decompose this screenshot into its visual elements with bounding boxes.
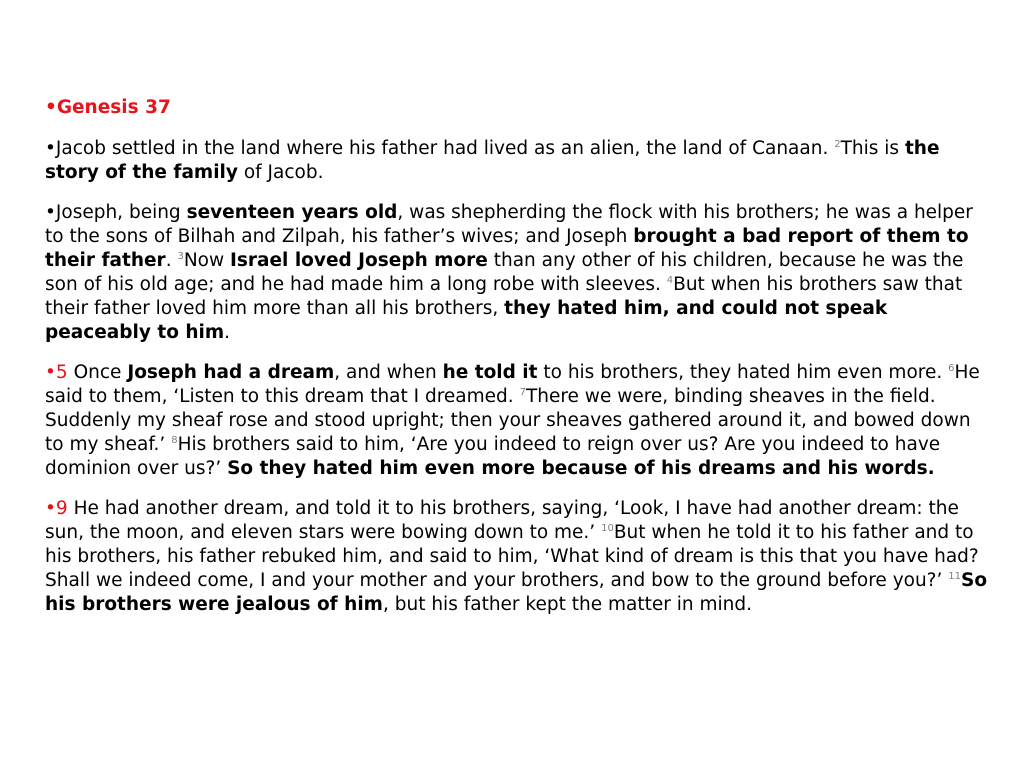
paragraph-bullet: •: [45, 138, 56, 159]
text-segment: .: [224, 322, 231, 343]
verse-superscript: 7: [519, 387, 526, 398]
scripture-paragraph: [45, 361, 995, 481]
text-segment: .: [165, 250, 178, 271]
text-segment: There we were, binding sheaves in the field. Suddenly my sheaf rose and stood upright; then your sheaves gathered around it, and bowed down to my sheaf.’: [45, 386, 971, 455]
heading-bullet: •: [45, 97, 57, 118]
text-segment: Joseph, being: [55, 202, 187, 223]
bold-text: seventeen years old: [186, 202, 398, 223]
bold-text: brought a bad report of them to their father: [45, 226, 969, 271]
scripture-paragraph: [45, 201, 995, 345]
bold-text: So they hated him even more because of his dreams and his words.: [227, 458, 935, 479]
bold-text: Joseph had a dream: [127, 362, 335, 383]
paragraph-bullet: •: [45, 202, 56, 223]
text-segment: of Jacob.: [237, 162, 324, 183]
verse-superscript: 8: [171, 435, 178, 446]
scripture-paragraphs: [45, 137, 995, 617]
text-segment: , was shepherding the flock with his brothers; he was a helper to the sons of Bilhah and Zilpah, his father’s wives; and Joseph: [45, 202, 973, 247]
bold-text: Israel loved Joseph more: [230, 250, 488, 271]
scripture-paragraph: [45, 137, 995, 185]
paragraph-bullet: •: [45, 498, 56, 519]
verse-superscript: 10: [601, 523, 614, 534]
verse-superscript: 4: [666, 275, 674, 286]
bold-text: he told it: [442, 362, 538, 383]
text-segment: His brothers said to him, ‘Are you indeed to reign over us? Are you indeed to have dominion over us?’: [45, 434, 941, 479]
text-segment: , but his father kept the matter in mind.: [382, 594, 752, 615]
verse-number: 9: [55, 498, 68, 519]
text-segment: to his brothers, they hated him even more.: [537, 362, 949, 383]
scripture-paragraph: [45, 497, 995, 617]
bold-text: the story of the family: [45, 138, 940, 183]
text-segment: But when he told it to his father and to his brothers, his father rebuked him, and said to him, ‘What kind of dream is this that you have had? Shall we indeed come, I and your mother and your brothers, and bow to the ground before you?’: [45, 522, 979, 591]
text-segment: , and when: [334, 362, 443, 383]
slide-content: [45, 96, 995, 633]
text-segment: than any other of his children, because he was the son of his old age; and he had made him a long robe with sleeves.: [45, 250, 964, 295]
text-segment: Jacob settled in the land where his father had lived as an alien, the land of Canaan.: [55, 138, 835, 159]
slide-heading: [45, 96, 995, 120]
verse-superscript: 11: [948, 571, 962, 582]
verse-superscript: 3: [177, 251, 184, 262]
text-segment: But when his brothers saw that their father loved him more than all his brothers,: [45, 274, 963, 319]
bold-text: they hated him, and could not speak peaceably to him: [45, 298, 888, 343]
text-segment: He said to them, ‘Listen to this dream that I dreamed.: [45, 362, 980, 407]
verse-superscript: 2: [834, 139, 841, 150]
text-segment: Now: [183, 250, 230, 271]
bold-text: So his brothers were jealous of him: [45, 570, 988, 615]
heading-title: Genesis 37: [56, 97, 171, 118]
verse-superscript: 6: [948, 363, 955, 374]
text-segment: This is: [840, 138, 905, 159]
text-segment: He had another dream, and told it to his brothers, saying, ‘Look, I have had another dream: the sun, the moon, and eleven stars were bowing down to me.’: [45, 498, 959, 543]
paragraph-bullet: •: [45, 362, 56, 383]
verse-number: 5: [55, 362, 68, 383]
text-segment: Once: [67, 362, 128, 383]
